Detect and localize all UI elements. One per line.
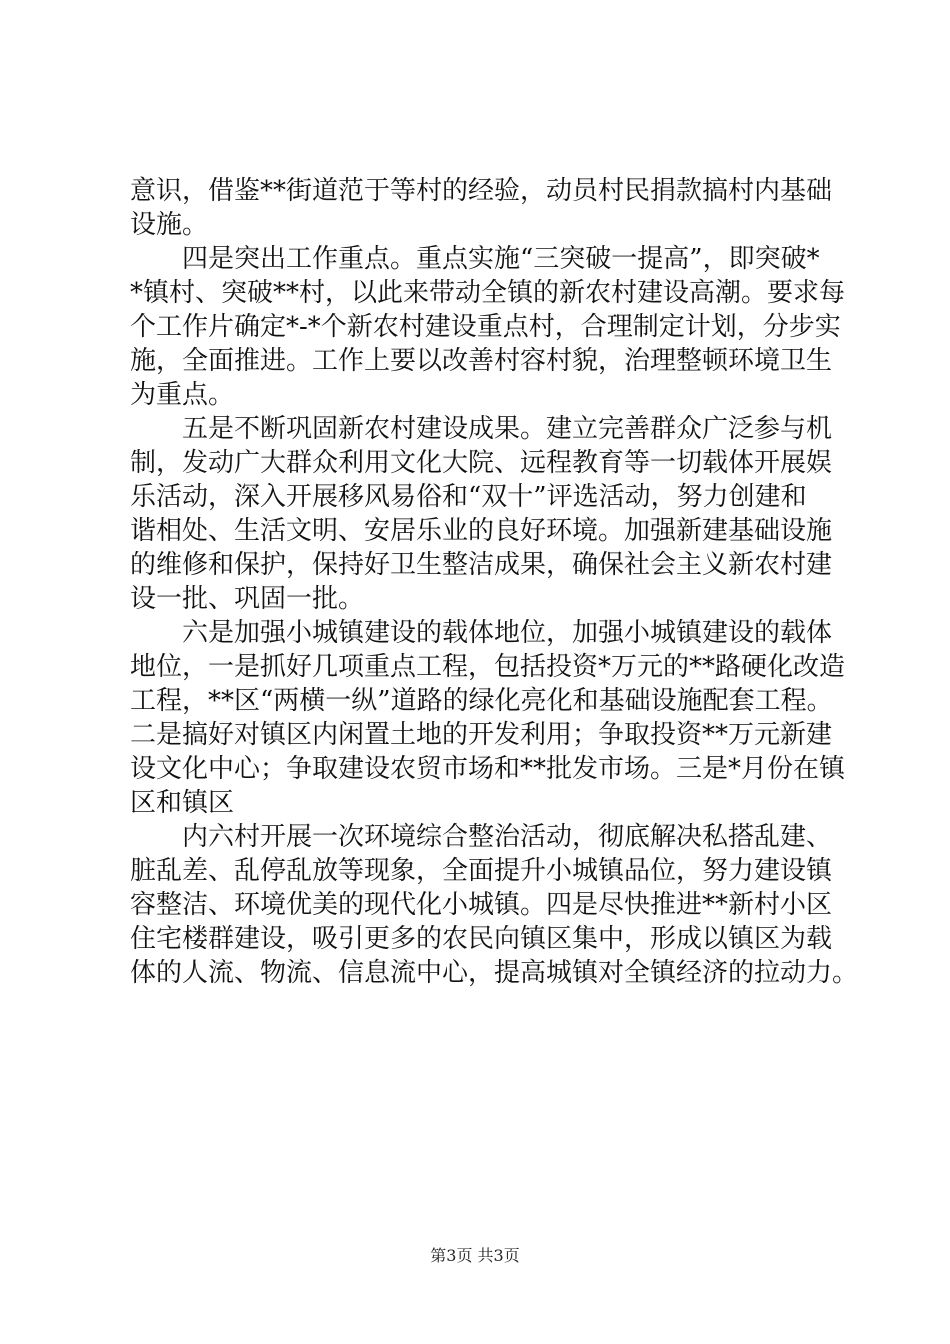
text-line: 设一批、巩固一批。 xyxy=(130,584,365,614)
text-line: 脏乱差、乱停乱放等现象，全面提升小城镇品位，努力建设镇 xyxy=(130,856,833,886)
text-line: 区和镇区 xyxy=(130,788,235,818)
text-line: 谐相处、生活文明、安居乐业的良好环境。加强新建基础设施 xyxy=(130,516,833,546)
text-line: 六是加强小城镇建设的载体地位，加强小城镇建设的载体 xyxy=(130,618,833,648)
text-line: 五是不断巩固新农村建设成果。建立完善群众广泛参与机 xyxy=(130,414,833,444)
text-line: 二是搞好对镇区内闲置土地的开发利用；争取投资**万元新建 xyxy=(130,720,833,750)
body-text xyxy=(130,174,859,990)
text-line: 设文化中心；争取建设农贸市场和**批发市场。三是*月份在镇 xyxy=(130,754,846,784)
text-line: 意识，借鉴**街道范于等村的经验，动员村民捐款搞村内基础 xyxy=(130,176,833,206)
text-line: 体的人流、物流、信息流中心，提高城镇对全镇经济的拉动力。 xyxy=(130,958,859,988)
text-line: 制，发动广大群众利用文化大院、远程教育等一切载体开展娱 xyxy=(130,448,833,478)
text-line: 四是突出工作重点。重点实施“三突破一提高”，即突破* xyxy=(130,244,820,274)
text-line: 工程，**区“两横一纵”道路的绿化亮化和基础设施配套工程。 xyxy=(130,686,833,716)
text-line: 设施。 xyxy=(130,210,209,240)
text-line: 容整洁、环境优美的现代化小城镇。四是尽快推进**新村小区 xyxy=(130,890,833,920)
text-line: 乐活动，深入开展移风易俗和“双十”评选活动，努力创建和 xyxy=(130,482,807,512)
text-line: 的维修和保护，保持好卫生整洁成果，确保社会主义新农村建 xyxy=(130,550,833,580)
text-line: 地位，一是抓好几项重点工程，包括投资*万元的**路硬化改造 xyxy=(130,652,846,682)
text-line: *镇村、突破**村，以此来带动全镇的新农村建设高潮。要求每 xyxy=(130,278,846,308)
text-line: 内六村开展一次环境综合整治活动，彻底解决私搭乱建、 xyxy=(130,822,833,852)
text-line: 为重点。 xyxy=(130,380,235,410)
text-line: 个工作片确定*-*个新农村建设重点村，合理制定计划，分步实 xyxy=(130,312,841,342)
text-line: 住宅楼群建设，吸引更多的农民向镇区集中，形成以镇区为载 xyxy=(130,924,833,954)
text-line: 施，全面推进。工作上要以改善村容村貌，治理整顿环境卫生 xyxy=(130,346,833,376)
page-number: 第3页 共3页 xyxy=(430,1246,520,1265)
